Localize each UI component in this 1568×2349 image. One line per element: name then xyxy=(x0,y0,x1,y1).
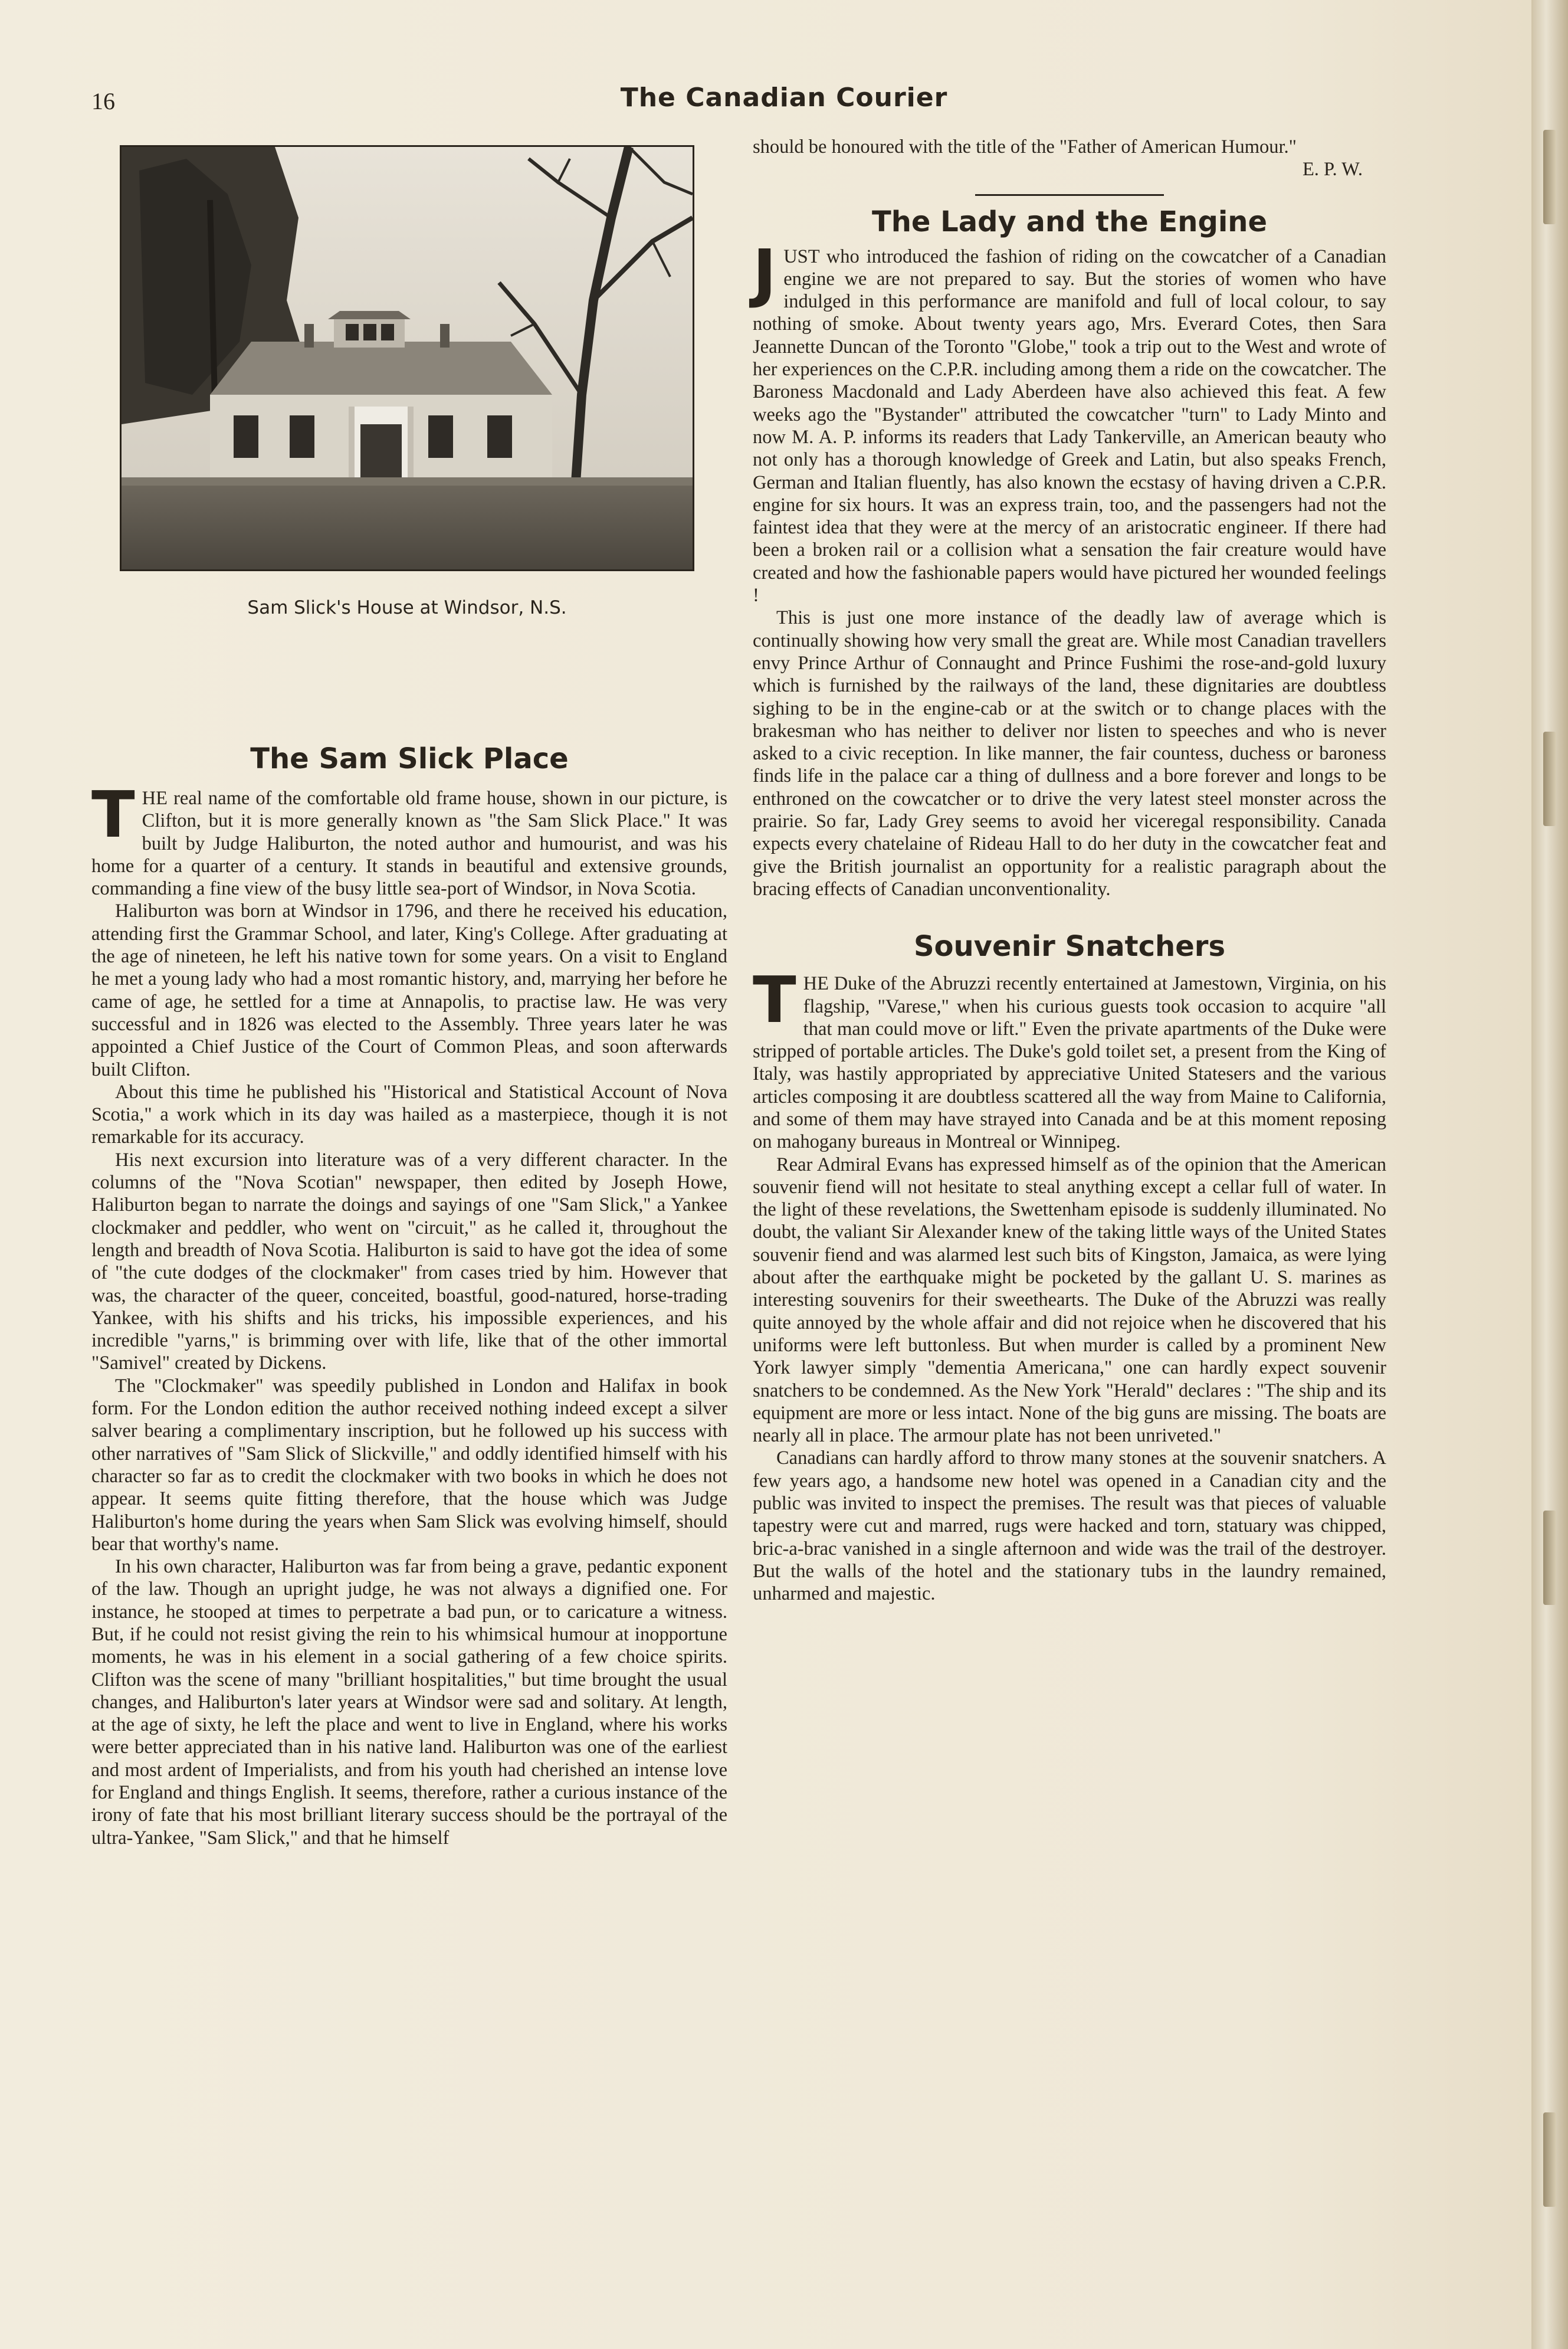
drop-cap: T xyxy=(91,778,135,852)
article-paragraph: His next excursion into literature was of a very different character. In the columns of the "Nova Scotian" newspaper, then edited by Joseph Howe, Haliburton began to narrate the doings and sayings of one "Sam Slick," a Yankee clockmaker and peddler, who went on "circuit," as he called it, throughout the length and breadth of Nova Scotia. Haliburton is said to have got the idea of some of "the cute dodges of the clockmaker" from cases tried by him. However that was, the character of the queer, conceited, boastful, good-natured, horse-trading Yankee, with his shifts and his tricks, his impossible experiences, and his incredible "yarns," is brimming over with life, like that of the other immortal "Samivel" created by Dickens. xyxy=(91,1149,727,1374)
article-continuation: should be honoured with the title of the "Father of American Humour." xyxy=(753,136,1297,158)
binding-mark xyxy=(1543,130,1556,224)
author-signoff: E. P. W. xyxy=(1302,159,1363,181)
paragraph-text: HE Duke of the Abruzzi recently entertained at Jamestown, Virginia, on his flagship, "Varese," when his curious guests took occasion to acquire "all that man could move or lift." Even the private apartments of the Duke were stripped of portable articles. The Duke's gold toilet set, a present from the King of Italy, was hastily appropriated by appreciative United Statesers and the various articles composing it are doubtless scattered all the way from Maine to California, and some of them may have strayed into Canada and be at this moment reposing on mahogany bureaus in Montreal or Winnipeg. xyxy=(753,973,1386,1153)
magazine-title: The Canadian Courier xyxy=(620,83,948,113)
section-divider xyxy=(975,194,1164,196)
signoff-line xyxy=(753,158,1386,181)
page-number: 16 xyxy=(91,88,115,114)
article-paragraph: The "Clockmaker" was speedily published in London and Halifax in book form. For the London edition the author received nothing indeed except a silver salver bearing a complimentary inscription, but he followed up his success with other narratives of "Sam Slick of Slickville," and oddly identified himself with his character so far as to credit the clockmaker with two books in which he does not appear. It seems quite fitting therefore, that the house which was Judge Haliburton's home during the years when Sam Slick was evolving himself, should bear that worthy's name. xyxy=(91,1375,727,1555)
photo-caption: Sam Slick's House at Windsor, N.S. xyxy=(247,597,567,618)
article-paragraph: Haliburton was born at Windsor in 1796, and there he received his education, attending first the Grammar School, and later, King's College. After graduating at the age of nineteen, he left his native town for some years. On a visit to England he met a young lady who had a most romantic history, and, marrying her before he came of age, he settled for a time at Annapolis, to practise law. He was very successful and in 1826 was elected to the Assembly. Three years later he was appointed a Chief Justice of the Court of Common Pleas, and soon afterwards built Clifton. xyxy=(91,900,727,1080)
paragraph-text: HE real name of the comfortable old frame house, shown in our picture, is Clifton, but it is more generally known as "the Sam Slick Place." It was built by Judge Haliburton, the noted author and humourist, and was his home for a quarter of a century. It stands in beautiful and extensive grounds, commanding a fine view of the busy little sea-port of Windsor, in Nova Scotia. xyxy=(91,788,727,900)
article-title-lady-engine: The Lady and the Engine xyxy=(871,205,1268,238)
article-title-sam-slick: The Sam Slick Place xyxy=(250,742,569,775)
article-paragraph xyxy=(91,778,727,900)
article-paragraph: About this time he published his "Historical and Statistical Account of Nova Scotia," a work which in its day was hailed as a masterpiece, though it is not remarkable for its accuracy. xyxy=(91,1081,727,1148)
right-column xyxy=(753,136,1386,1606)
paragraph-text: UST who introduced the fashion of riding on the cowcatcher of a Canadian engine we are not prepared to say. But the stories of women who have indulged in this performance are manifold and full of local colour, to say nothing of smoke. About twenty years ago, Mrs. Everard Cotes, then Sara Jeannette Duncan of the Toronto "Globe," took a trip out to the West and wrote of her experiences on the C.P.R. including among them a ride on the cowcatcher. The Baroness Macdonald and Lady Aberdeen have also achieved this feat. A few weeks ago the "Bystander" attributed the cowcatcher "turn" to Lady Minto and now M. A. P. informs its readers that Lady Tankerville, an American beauty who not only has a thorough knowledge of Greek and Latin, but also speaks French, German and Italian fluently, has also known the ecstasy of having driven a C.P.R. engine for six hours. It was an express train, too, and the passengers had not the faintest idea that they were at the mercy of an aristocratic engineer. If there had been a broken rail or a collision what a sensation the fair creature would have created and how the fashionable papers would have pictured her wounded feelings ! xyxy=(753,245,1386,607)
article-paragraph xyxy=(753,236,1386,607)
drop-cap: T xyxy=(753,964,796,1038)
house-photograph xyxy=(120,145,694,571)
article-title-souvenir: Souvenir Snatchers xyxy=(913,930,1226,964)
house-illustration xyxy=(122,147,693,569)
binding-mark xyxy=(1543,2112,1556,2207)
article-paragraph: This is just one more instance of the deadly law of average which is continually showing how very small the great are. While most Canadian travellers envy Prince Arthur of Connaught and Prince Fushimi the rose-and-gold luxury which is furnished by the railways of the land, these dignitaries are doubtless sighing to be in the engine-cab or at the switch or to change places with the brakesman who has neither to deliver nor listen to speeches and who is never asked to a civic reception. In like manner, the fair countess, duchess or baroness finds life in the palace car a thing of dullness and a bore forever and longs to be enthroned on the cowcatcher or to drive the very latest steel monster across the prairie. So far, Lady Grey seems to avoid her viceregal responsibility. Canada expects every chatelaine of Rideau Hall to do her duty in the cowcatcher feat and give the British journalist an opportunity for a realistic paragraph about the bracing effects of Canadian unconventionality. xyxy=(753,607,1386,900)
book-binding-edge xyxy=(1531,0,1568,2349)
drop-cap: J xyxy=(753,236,777,310)
binding-mark xyxy=(1543,732,1556,826)
article-paragraph: In his own character, Haliburton was far from being a grave, pedantic exponent of the law. Though an upright judge, he was not always a dignified one. For instance, he stooped at times to perpetrate a bad pun, or to caricature a witness. But, if he could not resist giving the rein to his whimsical humour at inopportune moments, he was in his element in a social gathering of a few choice spirits. Clifton was the scene of many "brilliant hospitalities," but time brought the usual changes, and Haliburton's later years at Windsor were sad and solitary. At length, at the age of sixty, he left the place and went to live in England, where his works were better appreciated than in his native land. Haliburton was one of the earliest and most ardent of Imperialists, and from his youth had cherished an intense love for England and things English. It seems, therefore, rather a curious instance of the irony of fate that his most brilliant literary success should be the portrayal of the ultra-Yankee, "Sam Slick," and that he himself xyxy=(91,1556,727,1849)
binding-mark xyxy=(1543,1511,1556,1605)
article-paragraph xyxy=(753,964,1386,1153)
left-column xyxy=(91,741,727,1849)
article-paragraph: Rear Admiral Evans has expressed himself as of the opinion that the American souvenir fiend will not hesitate to steal anything except a cellar full of water. In the light of these revelations, the Swettenham episode is suddenly illuminated. No doubt, the valiant Sir Alexander knew of the taking little ways of the United States souvenir fiend and was alarmed lest such bits of Kingston, Jamaica, as were lying about after the earthquake might be pocketed by the gallant U. S. marines as interesting souvenirs for their sweethearts. The Duke of the Abruzzi was really quite annoyed by the whole affair and did not rejoice when he discovered that his uniforms were left buttonless. But when murder is called by a prominent New York lawyer simply "dementia Americana," one can hardly expect souvenir snatchers to be condemned. As the New York "Herald" declares : "The ship and its equipment are more or less intact. None of the big guns are missing. The boats are nearly all in place. The armour plate has not been unriveted." xyxy=(753,1154,1386,1447)
article-paragraph: Canadians can hardly afford to throw many stones at the souvenir snatchers. A few years ago, a handsome new hotel was opened in a Canadian city and the public was invited to inspect the premises. The result was that pieces of valuable tapestry were cut and marred, rugs were hacked and torn, statuary was chipped, bric-a-brac vanished in a single afternoon and wide was the trail of the destroyer. But the walls of the hotel and the stationary tubs in the laundry remained, unharmed and majestic. xyxy=(753,1447,1386,1605)
